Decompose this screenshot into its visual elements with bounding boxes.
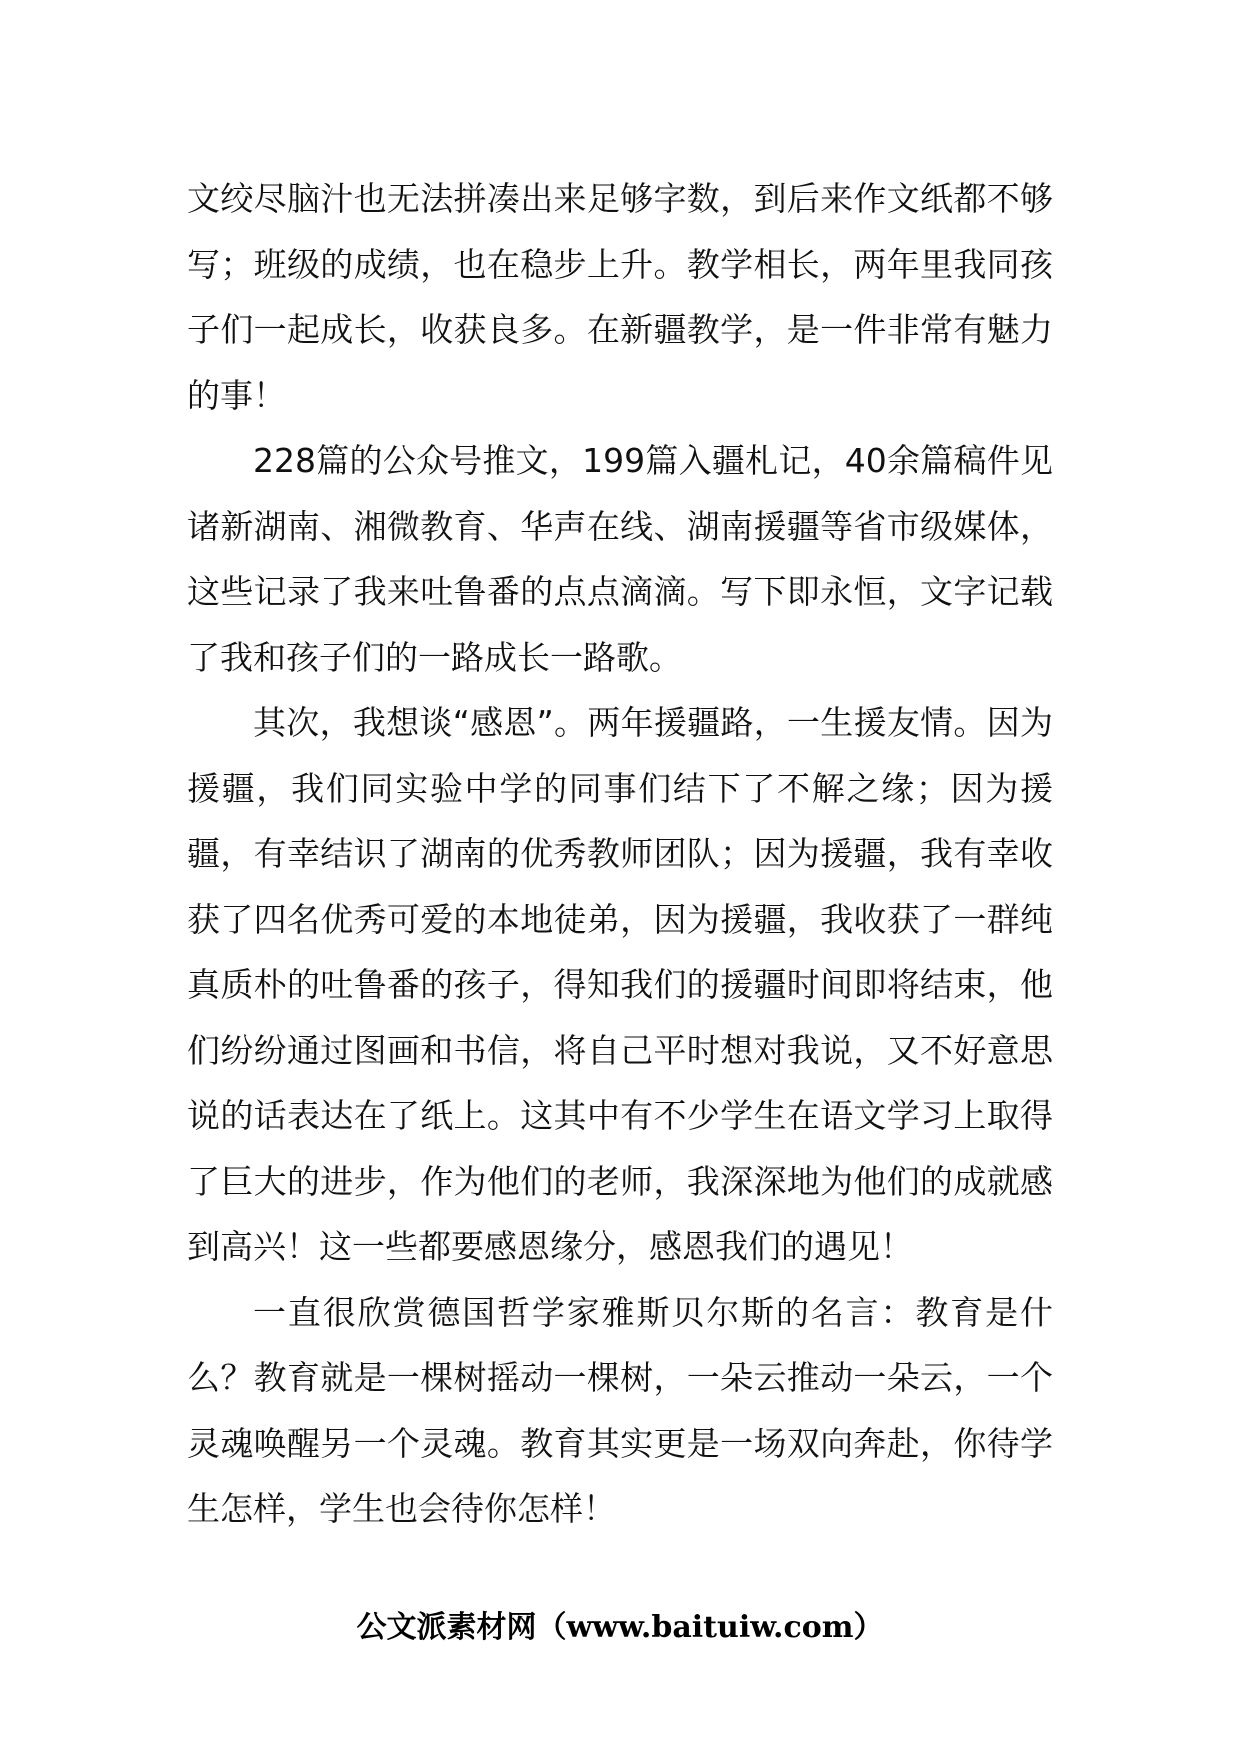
paragraph-education-quote: 一直很欣赏德国哲学家雅斯贝尔斯的名言：教育是什么？教育就是一棵树摇动一棵树，一朵云推动一朵云，一个灵魂唤醒另一个灵魂。教育其实更是一场双向奔赴，你待学生怎样，学生也会待你怎样！ [187,1292,1053,1528]
paragraph-continuation: 文绞尽脑汁也无法拼凑出来足够字数，到后来作文纸都不够写；班级的成绩，也在稳步上升。教学相长，两年里我同孩子们一起成长，收获良多。在新疆教学，是一件非常有魅力的事！ [187,179,1053,415]
footer-watermark: 公文派素材网（www.baituiw.com） [356,1610,884,1645]
paragraph-gratitude: 其次，我想谈“感恩”。两年援疆路，一生援友情。因为援疆，我们同实验中学的同事们结下了不解之缘；因为援疆，有幸结识了湖南的优秀教师团队；因为援疆，我有幸收获了四名优秀可爱的本地徒弟，因为援疆，我收获了一群纯真质朴的吐鲁番的孩子，得知我们的援疆时间即将结束，他们纷纷通过图画和书信，将自己平时想对我说，又不好意思说的话表达在了纸上。这其中有不少学生在语文学习上取得了巨大的进步，作为他们的老师，我深深地为他们的成就感到高兴！这一些都要感恩缘分，感恩我们的遇见！ [187,703,1053,1266]
document-body [187,166,1053,1542]
paragraph-articles: 228篇的公众号推文，199篇入疆札记，40余篇稿件见诸新湖南、湘微教育、华声在线、湖南援疆等省市级媒体，这些记录了我来吐鲁番的点点滴滴。写下即永恒，文字记载了我和孩子们的一路成长一路歌。 [187,441,1053,677]
